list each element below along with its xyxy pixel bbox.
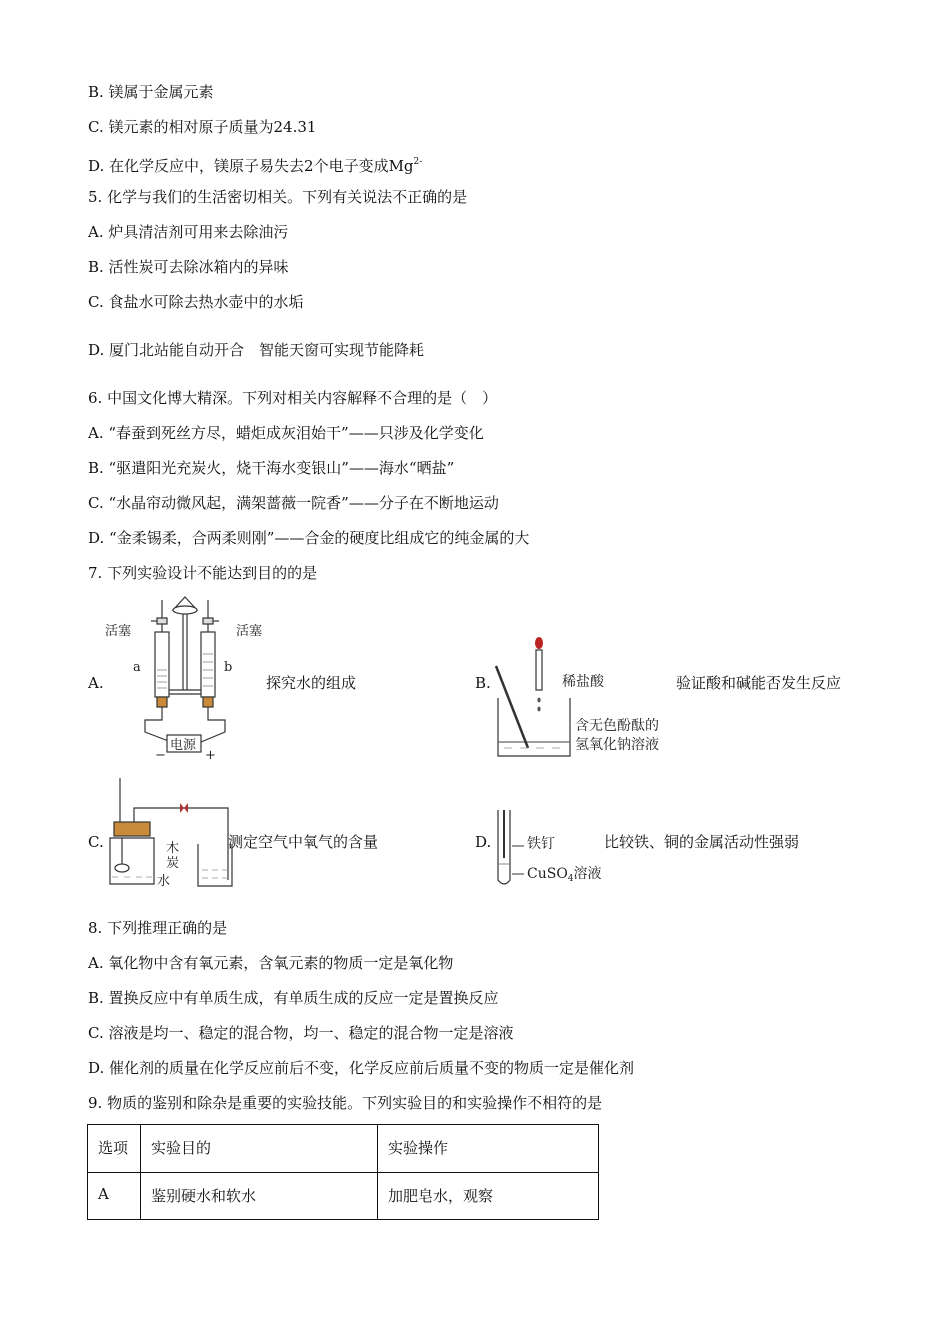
dropper-label: 稀盐酸 <box>562 674 604 690</box>
cuso4-label <box>527 866 602 887</box>
q7-option-d-caption: 比较铁、铜的金属活动性强弱 <box>604 833 800 851</box>
tube-b <box>201 632 215 697</box>
tube-a-label: a <box>133 660 141 675</box>
table-header-cell: 实验目的 <box>141 1125 378 1173</box>
table-row <box>88 1173 599 1220</box>
q7-option-c-letter: C. <box>88 833 104 851</box>
table-header-cell: 选项 <box>88 1125 141 1173</box>
cuso4-label-formula: CuSO <box>527 866 568 882</box>
beaker <box>498 698 570 756</box>
q8-option-a: A. 氧化物中含有氧元素，含氧元素的物质一定是氧化物 <box>88 954 454 972</box>
q7-option-b-letter: B. <box>475 674 491 692</box>
q7-stem: 7. 下列实验设计不能达到目的的是 <box>88 564 318 582</box>
q5-option-b: B. 活性炭可去除冰箱内的异味 <box>88 258 289 276</box>
q4-option-b: B. 镁属于金属元素 <box>88 83 214 101</box>
test-tube-figure <box>492 808 526 890</box>
q8-option-d: D. 催化剂的质量在化学反应前后不变，化学反应前后质量不变的物质一定是催化剂 <box>88 1059 635 1077</box>
tube-a <box>155 632 169 697</box>
q5-option-a: A. 炉具清洁剂可用来去除油污 <box>88 223 289 241</box>
q8-option-b: B. 置换反应中有单质生成，有单质生成的反应一定是置换反应 <box>88 989 499 1007</box>
q5-option-c: C. 食盐水可除去热水壶中的水垢 <box>88 293 304 311</box>
dropper-bulb <box>535 637 543 649</box>
q7-option-d-letter: D. <box>475 833 492 851</box>
charcoal-label-2: 炭 <box>166 856 180 871</box>
q9-stem: 9. 物质的鉴别和除杂是重要的实验技能。下列实验目的和实验操作不相符的是 <box>88 1094 603 1112</box>
q9-options-table <box>87 1124 599 1220</box>
right-valve-label: 活塞 <box>236 624 263 639</box>
water-label: 水 <box>157 874 171 889</box>
q5-option-d: D. 厦门北站能自动开合 智能天窗可实现节能降耗 <box>88 341 425 359</box>
solution-label-line2: 氢氧化钠溶液 <box>575 737 659 753</box>
q4-option-c: C. 镁元素的相对原子质量为24.31 <box>88 118 317 136</box>
dropper-tube <box>536 650 542 690</box>
table-cell: 鉴别硬水和软水 <box>141 1173 378 1220</box>
power-minus-label: − <box>155 748 166 763</box>
cuso4-label-suffix: 溶液 <box>573 866 602 882</box>
table-cell: 加肥皂水，观察 <box>378 1173 599 1220</box>
q4-option-d-charge: 2- <box>413 157 423 167</box>
nail-label: 铁钉 <box>527 836 555 852</box>
q6-stem: 6. 中国文化博大精深。下列对相关内容解释不合理的是（ ） <box>88 389 498 407</box>
table-header-cell: 实验操作 <box>378 1125 599 1173</box>
power-plus-label: + <box>205 748 216 763</box>
left-valve-label: 活塞 <box>105 624 132 639</box>
cuso4-label-subscript: 4 <box>567 874 574 884</box>
q7-option-b-caption: 验证酸和碱能否发生反应 <box>676 674 842 692</box>
power-label: 电源 <box>170 738 197 753</box>
q8-option-c: C. 溶液是均一、稳定的混合物，均一、稳定的混合物一定是溶液 <box>88 1024 514 1042</box>
q4-option-d <box>88 152 422 176</box>
charcoal-label-1: 木 <box>166 841 180 856</box>
clamp <box>180 803 188 813</box>
table-header-row <box>88 1125 599 1173</box>
q6-option-a: A. “春蚕到死丝方尽，蜡炬成灰泪始干”——只涉及化学变化 <box>88 424 484 442</box>
q7-option-a-letter: A. <box>88 674 104 692</box>
solution-label-line1: 含无色酚酞的 <box>575 718 659 734</box>
beaker-dropper-figure <box>492 636 582 762</box>
q6-option-b: B. “驱遣阳光充炭火，烧干海水变银山”——海水“晒盐” <box>88 459 455 477</box>
q6-option-c: C. “水晶帘动微风起，满架蔷薇一院香”——分子在不断地运动 <box>88 494 499 512</box>
stopper <box>114 822 150 836</box>
glass-rod <box>496 666 528 748</box>
q5-stem: 5. 化学与我们的生活密切相关。下列有关说法不正确的是 <box>88 188 468 206</box>
q7-option-c-caption: 测定空气中氧气的含量 <box>228 833 379 851</box>
q8-stem: 8. 下列推理正确的是 <box>88 919 228 937</box>
connecting-tube <box>134 808 228 880</box>
tube-b-label: b <box>224 660 233 675</box>
q6-option-d: D. “金柔锡柔，合两柔则刚”——合金的硬度比组成它的纯金属的大 <box>88 529 530 547</box>
table-cell: A <box>88 1173 141 1220</box>
q4-option-d-text: D. 在化学反应中，镁原子易失去2个电子变成Mg <box>88 157 414 175</box>
water-beaker <box>198 844 232 886</box>
q7-option-a-caption: 探究水的组成 <box>266 674 357 692</box>
